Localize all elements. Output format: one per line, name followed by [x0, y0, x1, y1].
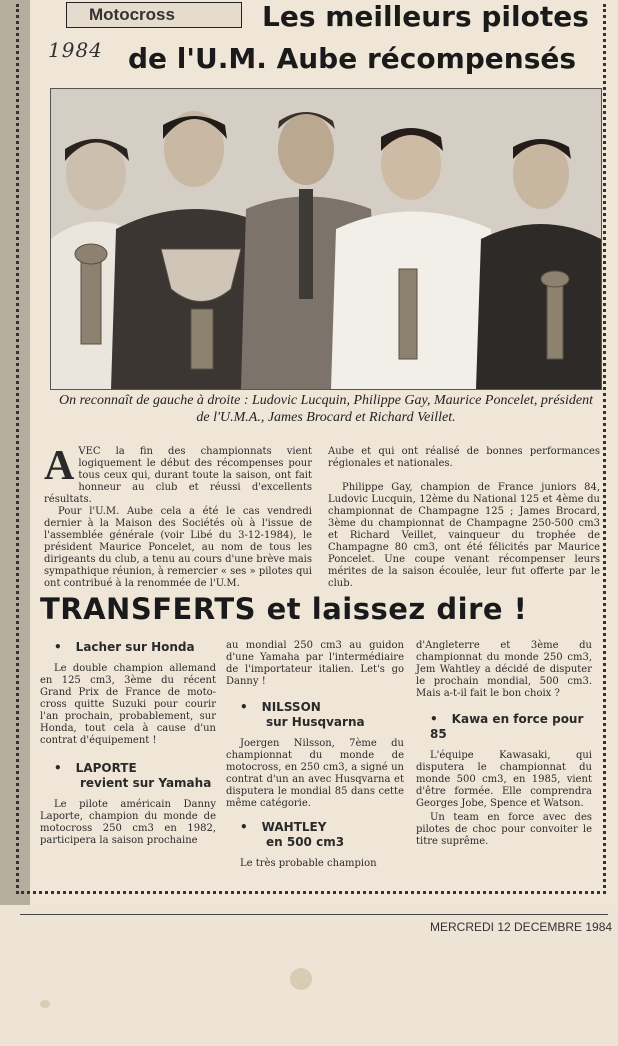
section-title: Kawa en force pour	[451, 712, 584, 726]
transferts-headline: TRANSFERTS et laissez dire !	[40, 592, 528, 626]
headline-line-1: Les meilleurs pilotes	[262, 0, 589, 33]
section-text: d'Angleterre et 3ème du championnat du monde 250 cm3, Jem Wahtley a décidé de disputer le prochain mondial, 500 cm3. Mais a-t-il fait le bon choix ?	[416, 640, 592, 699]
section-text: Le pilote américain Danny Laporte, champion du monde de motocross 250 cm3 en 1982, participera la saison prochaine	[40, 799, 216, 846]
paper-stain	[40, 1000, 50, 1008]
section-title: Lacher sur Honda	[75, 640, 195, 654]
date-divider	[20, 914, 608, 915]
group-photo	[50, 88, 602, 390]
photo-illustration	[51, 89, 601, 389]
article-paragraph: VEC la fin des championnats vient logiquement le début des récompenses pour tous ceux qui, durant toute la saison, ont fait honneur au club et réussi d'excellents résultats.	[44, 446, 312, 505]
transferts-column-2: au mondial 250 cm3 au guidon d'une Yamaha par l'intermédiaire de l'importateur italien. Let's go Danny ! • NILSSON sur Husqvarna Joergen Nilsson, 7ème du championnat du monde de motocross, en 250 cm3, a signé un contrat d'un an avec Husqvarna et disputera le mondial 85 dans cette même catégorie. • WAHTLEY en 500 cm3 Le très probable champion	[226, 640, 404, 869]
section-title: WAHTLEY	[261, 820, 327, 834]
section-title: LAPORTE	[75, 761, 137, 775]
publication-date: MERCREDI 12 DECEMBRE 1984	[430, 920, 613, 934]
transferts-column-3: d'Angleterre et 3ème du championnat du monde 250 cm3, Jem Wahtley a décidé de disputer le prochain mondial, 500 cm3. Mais a-t-il fait le bon choix ? • Kawa en force pour 85 L'équipe Kawasaki, qui disputera le championnat du monde 500 cm3, en 1985, vient d'être formée. Elle comprendra Georges Jobe, Spence et Watson. Un team en force avec des pilotes de choc pour convoiter le titre suprême.	[416, 640, 592, 847]
paper-stain	[290, 968, 312, 990]
section-text: Le double champion allemand en 125 cm3, 3ème du récent Grand Prix de France de moto-cross quitte Suzuki pour courir l'an prochain, probablement, sur Honda, tout cela à cause d'un contrat d'équipement !	[40, 663, 216, 746]
headline-line-2: de l'U.M. Aube récompensés	[128, 42, 577, 75]
section-subtitle: en 500 cm3	[266, 835, 345, 849]
section-text: Le très probable champion	[240, 858, 377, 869]
article-column-1	[44, 443, 312, 590]
article-column-2	[328, 446, 600, 590]
photo-caption: On reconnaît de gauche à droite : Ludovic Lucquin, Philippe Gay, Maurice Poncelet, président de l'U.M.A., James Brocard et Richard Veillet.	[59, 393, 593, 425]
section-subtitle: 85	[430, 727, 447, 741]
article-paragraph: Aube et qui ont réalisé de bonnes performances régionales et nationales.	[328, 446, 600, 469]
section-text: au mondial 250 cm3 au guidon d'une Yamaha par l'intermédiaire de l'importateur italien. Let's go Danny !	[226, 640, 404, 687]
section-text: L'équipe Kawasaki, qui disputera le championnat du monde 500 cm3, en 1985, vient d'être formée. Elle comprendra Georges Jobe, Spence et Watson.	[416, 750, 592, 809]
article-paragraph: Philippe Gay, champion de France juniors 84, Ludovic Lucquin, 12ème du National 125 et 4ème du championnat de Champagne 125 ; James Brocard, 3ème du championnat de Champagne 250-500 cm3 et Richard Veillet, vainqueur du trophée de Champagne 80 cm3, ont été félicités par Maurice Poncelet. Une coupe venant récompenser leurs mérites de la saison écoulée, leur fut offerte par le club.	[328, 482, 600, 589]
section-subtitle: sur Husqvarna	[266, 715, 365, 729]
rubric-label: Motocross	[66, 2, 242, 28]
section-text: Joergen Nilsson, 7ème du championnat du monde de motocross, en 250 cm3, a signé un contrat d'un an avec Husqvarna et disputera le mondial 85 dans cette même catégorie.	[226, 738, 404, 809]
transferts-column-1: • Lacher sur Honda Le double champion allemand en 125 cm3, 3ème du récent Grand Prix de France de moto-cross quitte Suzuki pour courir l'an prochain, probablement, sur Honda, tout cela à cause d'un contrat d'équipement ! • LAPORTE revient sur Yamaha Le pilote américain Danny Laporte, champion du monde de motocross 250 cm3 en 1982, participera la saison prochaine	[40, 640, 216, 846]
section-text: Un team en force avec des pilotes de choc pour convoiter le titre suprême.	[416, 812, 592, 847]
section-title: NILSSON	[261, 700, 321, 714]
handwritten-year: 1984	[48, 38, 103, 62]
drop-cap: A	[44, 443, 75, 489]
section-subtitle: revient sur Yamaha	[80, 776, 212, 790]
article-paragraph: Pour l'U.M. Aube cela a été le cas vendredi dernier à la Maison des Sociétés où à l'issue de l'assemblée générale (voir Libé du 3-12-1984), le président Maurice Poncelet, au nom de tous les dirigeants du club, a tenu au cours d'une brève mais sympathique réunion, à remercier « ses » pilotes qui ont contribué à la renommée de l'U.M.	[44, 506, 312, 589]
